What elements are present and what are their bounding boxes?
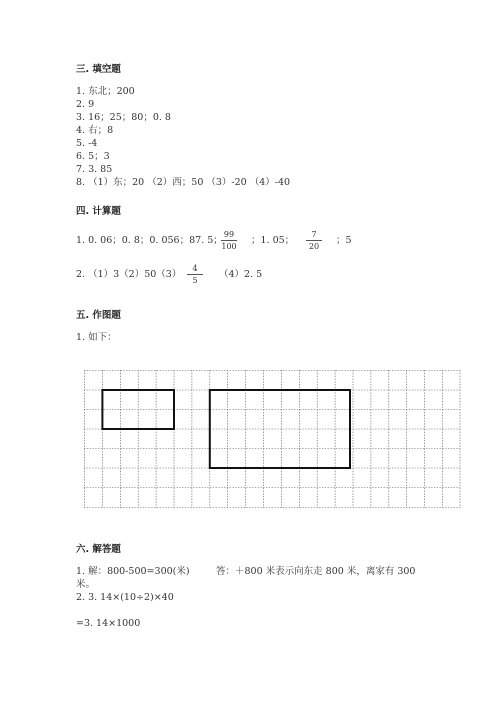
answer-line: 4. 右；8 — [76, 125, 114, 136]
fraction-denominator: 20 — [308, 242, 320, 251]
fraction-4-5 — [185, 264, 205, 285]
fraction-denominator: 5 — [192, 276, 198, 285]
fraction-99-100 — [219, 230, 239, 251]
section-4-title: 四. 计算题 — [76, 206, 121, 217]
solution-q1-answer: 答：＋800 米表示向东走 800 米，离家有 300 — [216, 566, 416, 577]
solution-q1-line2: 米。 — [76, 579, 96, 590]
drawing-q1-text: 1. 如下： — [76, 332, 117, 343]
fraction-numerator: 7 — [311, 230, 317, 239]
section-6-title: 六. 解答题 — [76, 544, 121, 555]
calc-q2-suffix: （4）2. 5 — [219, 269, 263, 280]
answer-line: 6. 5；3 — [76, 151, 110, 162]
fraction-numerator: 99 — [223, 230, 235, 239]
answer-line: 8. （1）东；20 （2）西；50 （3）-20 （4）-40 — [76, 177, 291, 188]
fraction-bar — [221, 240, 237, 241]
fraction-bar — [187, 274, 203, 275]
calc-q1-prefix: 1. 0. 06；0. 8；0. 056；87. 5； — [76, 235, 223, 246]
answer-line: 1. 东北；200 — [76, 86, 135, 97]
drawing-grid — [84, 368, 461, 510]
answer-line: 7. 3. 85 — [76, 164, 113, 175]
section-5-title: 五. 作图题 — [76, 310, 121, 321]
calc-q1-suffix: ；5 — [336, 235, 352, 246]
answer-line: 2. 9 — [76, 99, 95, 110]
solution-q1-line1: 1. 解：800-500=300(米) — [76, 566, 190, 577]
fraction-7-20 — [304, 230, 324, 251]
calc-q2-prefix: 2. （1）3（2）50（3） — [76, 269, 182, 280]
answer-line: 5. -4 — [76, 138, 98, 149]
fraction-bar — [306, 240, 322, 241]
fraction-denominator: 100 — [221, 242, 237, 251]
solution-q2-line1: 2. 3. 14×(10÷2)×40 — [76, 592, 174, 603]
fraction-numerator: 4 — [192, 264, 198, 273]
solution-q2-line2: =3. 14×1000 — [76, 618, 141, 629]
calc-q1-mid: ；1. 05； — [251, 235, 295, 246]
answer-line: 3. 16；25；80；0. 8 — [76, 112, 171, 123]
section-3-title: 三. 填空题 — [76, 64, 121, 75]
